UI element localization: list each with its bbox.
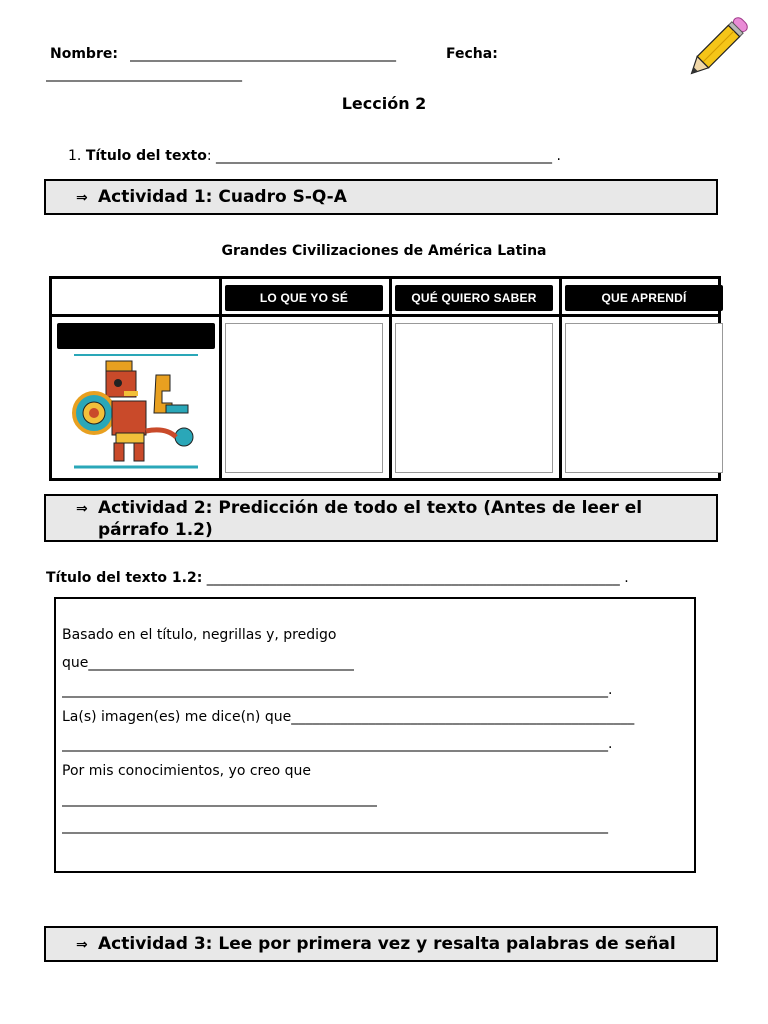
topic-label-bar xyxy=(57,323,215,349)
date-blank[interactable]: ____________________________ xyxy=(46,66,242,82)
sqa-cell-know[interactable] xyxy=(225,323,383,473)
activity-1-banner xyxy=(44,179,718,215)
activity-3-text: Actividad 3: Lee por primera vez y resalta palabras de señal xyxy=(98,934,676,954)
sqa-cell-learned[interactable] xyxy=(565,323,723,473)
arrow-icon: ⇒ xyxy=(76,937,88,953)
prediction-line[interactable]: _____________________________________________ xyxy=(62,791,377,807)
title-1-2-row xyxy=(46,570,629,586)
pencil-icon xyxy=(682,8,752,88)
prediction-box xyxy=(54,597,696,873)
sqa-header-divider xyxy=(52,314,718,317)
title-1-2-label: Título del texto 1.2: xyxy=(46,570,203,586)
activity-2-line1: Actividad 2: Predicción de todo el texto (Antes de leer el xyxy=(98,498,643,518)
lesson-title: Lección 2 xyxy=(341,94,427,113)
item-label: Título del texto xyxy=(85,148,207,164)
activity-3-banner xyxy=(44,926,718,962)
prediction-line: Por mis conocimientos, yo creo que xyxy=(62,763,311,779)
prediction-line[interactable]: ______________________________________________________________________________. xyxy=(62,682,613,698)
activity-1-text: Actividad 1: Cuadro S-Q-A xyxy=(98,187,347,207)
prediction-line[interactable]: ______________________________________________________________________________. xyxy=(62,736,613,752)
item-number: 1. xyxy=(68,148,82,164)
chart-title: Grandes Civilizaciones de América Latina xyxy=(221,243,547,259)
sqa-col-divider xyxy=(219,279,222,478)
sqa-cell-want[interactable] xyxy=(395,323,553,473)
sqa-col-divider xyxy=(389,279,392,478)
arrow-icon: ⇒ xyxy=(76,501,88,517)
sqa-table xyxy=(49,276,721,481)
prediction-line[interactable]: que______________________________________ xyxy=(62,655,355,671)
aztec-warrior-illustration xyxy=(66,351,206,471)
prediction-line[interactable]: ______________________________________________________________________________ xyxy=(62,818,608,834)
activity-2-line2: párrafo 1.2) xyxy=(98,520,213,540)
prediction-line: Basado en el título, negrillas y, predigo xyxy=(62,627,337,643)
item-blank[interactable]: : ________________________________________________ . xyxy=(206,148,561,164)
prediction-line[interactable]: La(s) imagen(es) me dice(n) que_________________________________________________ xyxy=(62,709,635,725)
text-title-item xyxy=(68,148,561,164)
sqa-col-divider xyxy=(559,279,562,478)
sqa-header-want: QUÉ QUIERO SABER xyxy=(395,285,553,311)
title-1-2-blank[interactable]: ___________________________________________________________ . xyxy=(202,570,629,586)
sqa-header-know: LO QUE YO SÉ xyxy=(225,285,383,311)
sqa-header-learned: QUE APRENDÍ xyxy=(565,285,723,311)
arrow-icon: ⇒ xyxy=(76,190,88,206)
name-blank[interactable]: ______________________________________ xyxy=(130,46,396,62)
name-label: Nombre: xyxy=(50,46,118,62)
date-label: Fecha: xyxy=(446,46,498,62)
activity-2-banner xyxy=(44,494,718,542)
